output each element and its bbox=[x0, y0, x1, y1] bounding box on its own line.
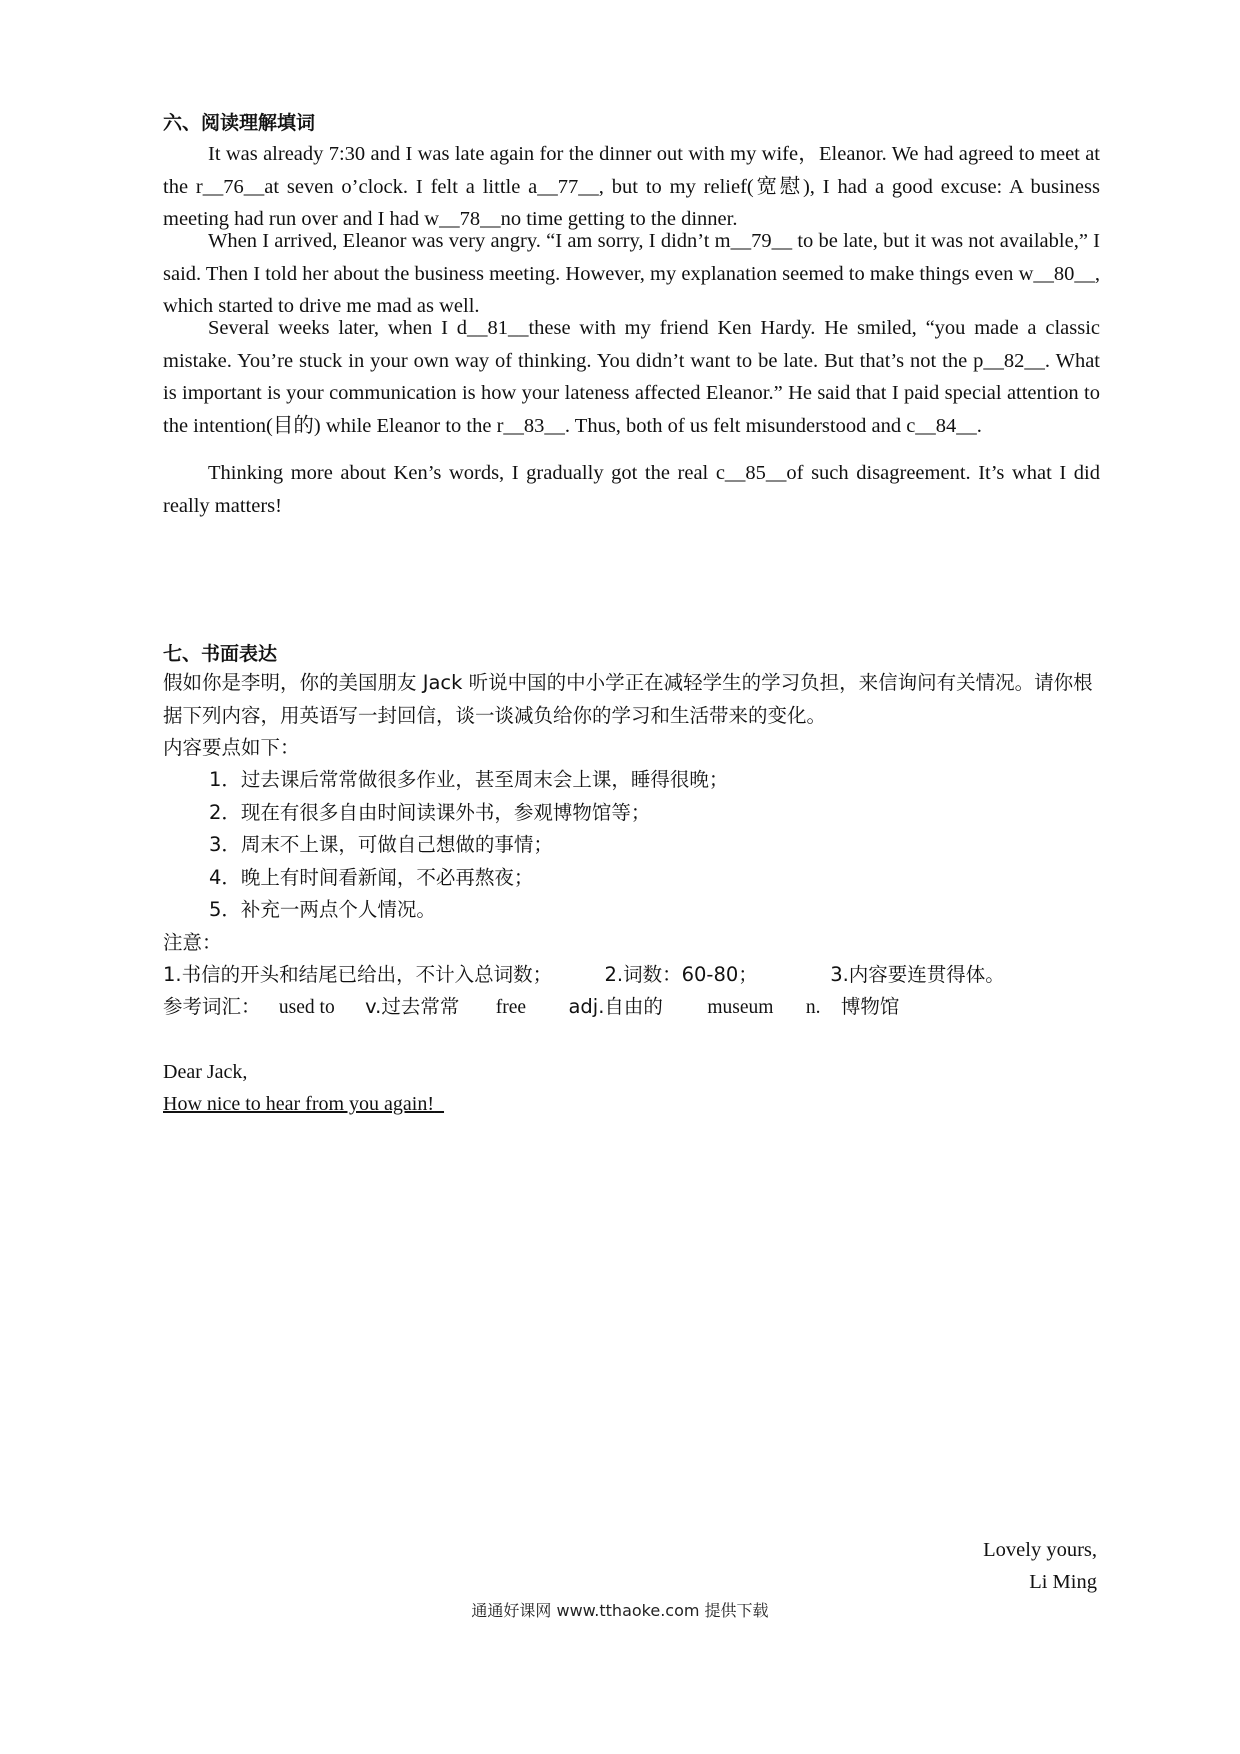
vocab-item: museum bbox=[707, 997, 774, 1018]
letter-closing: Lovely yours, bbox=[983, 1539, 1097, 1561]
passage-paragraph-2: When I arrived, Eleanor was very angry. “I am sorry, I didn’t m__79__ to be late, but it was not available,” I said. Then I told her about the business meeting. However, my explanation seemed to make things even w__80__, which started to drive me mad as well. bbox=[163, 230, 1100, 317]
content-point: 2．现在有很多自由时间读课外书，参观博物馆等； bbox=[209, 800, 651, 824]
vocab-item: 博物馆 bbox=[840, 995, 900, 1018]
note-1: 1.书信的开头和结尾已给出，不计入总词数； bbox=[163, 963, 553, 986]
content-points bbox=[209, 764, 728, 927]
content-point: 4．晚上有时间看新闻，不必再熬夜； bbox=[209, 865, 534, 889]
note-3: 3.内容要连贯得体。 bbox=[830, 963, 1005, 986]
note-2: 2.词数：60-80； bbox=[604, 963, 758, 986]
passage-paragraph-3: Several weeks later, when I d__81__these with my friend Ken Hardy. He smiled, “you made a classic mistake. You’re stuck in your own way of thinking. You didn’t want to be late. But that’s not the p__82__. What is important is your communication is how your lateness affected Eleanor.” He said that I paid special attention to the intention(目的) while Eleanor to the r__83__. Thus, both of us felt misunderstood and c__84__. bbox=[163, 317, 1100, 437]
passage-paragraph-1: It was already 7:30 and I was late again for the dinner out with my wife，Eleanor. We had agreed to meet at the r__76__at seven o’clock. I felt a little a__77__, but to my relief(宽慰), I had a good excuse: A business meeting had run over and I had w__78__no time getting to the dinner. bbox=[163, 143, 1100, 230]
content-point: 3．周末不上课，可做自己想做的事情； bbox=[209, 833, 553, 856]
writing-prompt: 假如你是李明，你的美国朋友 Jack 听说中国的中小学正在减轻学生的学习负担，来信询问有关情况。请你根据下列内容，用英语写一封回信，谈一谈减负给你的学习和生活带来的变化。 bbox=[163, 671, 1093, 727]
vocab-line bbox=[163, 991, 899, 1024]
content-point: 5．补充一两点个人情况。 bbox=[209, 898, 436, 921]
letter-signature: Li Ming bbox=[1029, 1571, 1097, 1593]
letter-opening: How nice to hear from you again! bbox=[163, 1093, 435, 1115]
vocab-item: used to bbox=[278, 997, 335, 1018]
vocab-item: free bbox=[495, 997, 527, 1018]
vocab-label: 参考词汇： bbox=[163, 995, 261, 1018]
section6-heading: 六、阅读理解填词 bbox=[163, 112, 316, 134]
vocab-item: v.过去常常 bbox=[365, 995, 460, 1018]
vocab-item: adj.自由的 bbox=[568, 995, 663, 1018]
content-point: 1．过去课后常常做很多作业，甚至周末会上课，睡得很晚； bbox=[209, 768, 729, 791]
vocab-item: n. bbox=[805, 997, 821, 1018]
passage-paragraph-4: Thinking more about Ken’s words, I gradually got the real c__85__of such disagreement. It’s what I did really matters! bbox=[163, 462, 1100, 517]
letter-greeting: Dear Jack, bbox=[163, 1061, 248, 1083]
points-intro: 内容要点如下： bbox=[163, 736, 300, 759]
notes-title: 注意： bbox=[163, 931, 222, 954]
section7-heading: 七、书面表达 bbox=[163, 643, 278, 665]
notes-line bbox=[163, 959, 1005, 991]
footer-credit: 通通好课网 www.tthaoke.com 提供下载 bbox=[471, 1601, 769, 1620]
